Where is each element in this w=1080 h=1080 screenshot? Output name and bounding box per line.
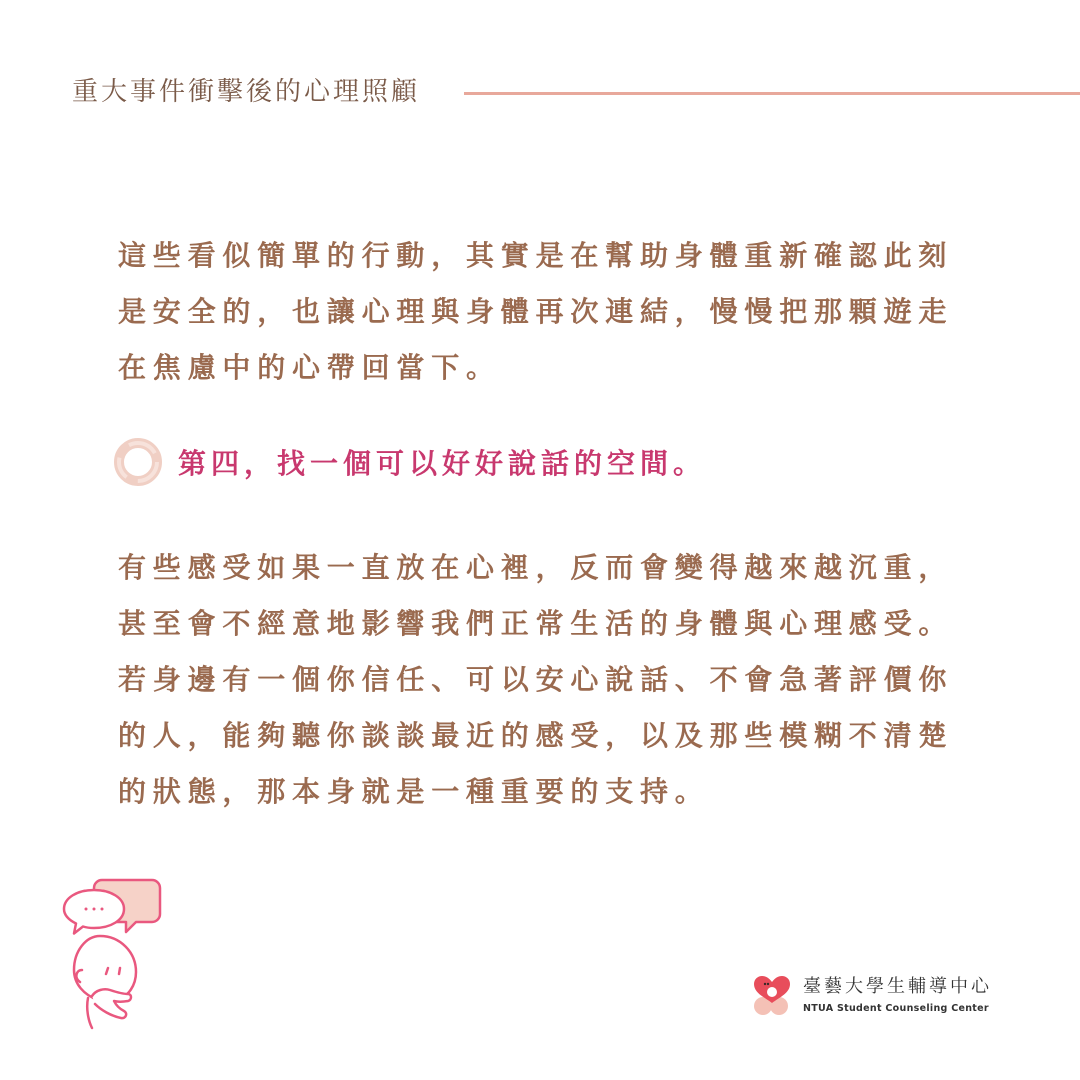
heart-logo-icon: [752, 975, 792, 1019]
logo-name-english: NTUA Student Counseling Center: [803, 1003, 989, 1014]
ring-icon: [110, 434, 166, 490]
person-hand: [92, 989, 131, 1018]
section-title: 第四，找一個可以好好說話的空間。: [178, 447, 707, 480]
speech-bubble-front: [64, 890, 124, 934]
logo-name-chinese: 臺藝大學生輔導中心: [803, 976, 992, 997]
body-paragraph-2: 有些感受如果一直放在心裡，反而會變得越來越沉重，甚至會不經意地影響我們正常生活的身體與心理感受。若身邊有一個你信任、可以安心說話、不會急著評價你的人，能夠聽你談談最近的感受，以及那些模糊不清楚的狀態，那本身就是一種重要的支持。: [118, 551, 954, 808]
page-title: 重大事件衝擊後的心理照顧: [72, 77, 421, 107]
header-divider: [464, 92, 1080, 95]
body-paragraph-1: 這些看似簡單的行動，其實是在幫助身體重新確認此刻是安全的，也讓心理與身體再次連結，慢慢把那顆遊走在焦慮中的心帶回當下。: [118, 239, 954, 384]
person-thinking-speech-bubble-icon: [60, 870, 170, 1035]
counseling-center-logo: [752, 975, 992, 1020]
page-header: [72, 70, 1080, 114]
